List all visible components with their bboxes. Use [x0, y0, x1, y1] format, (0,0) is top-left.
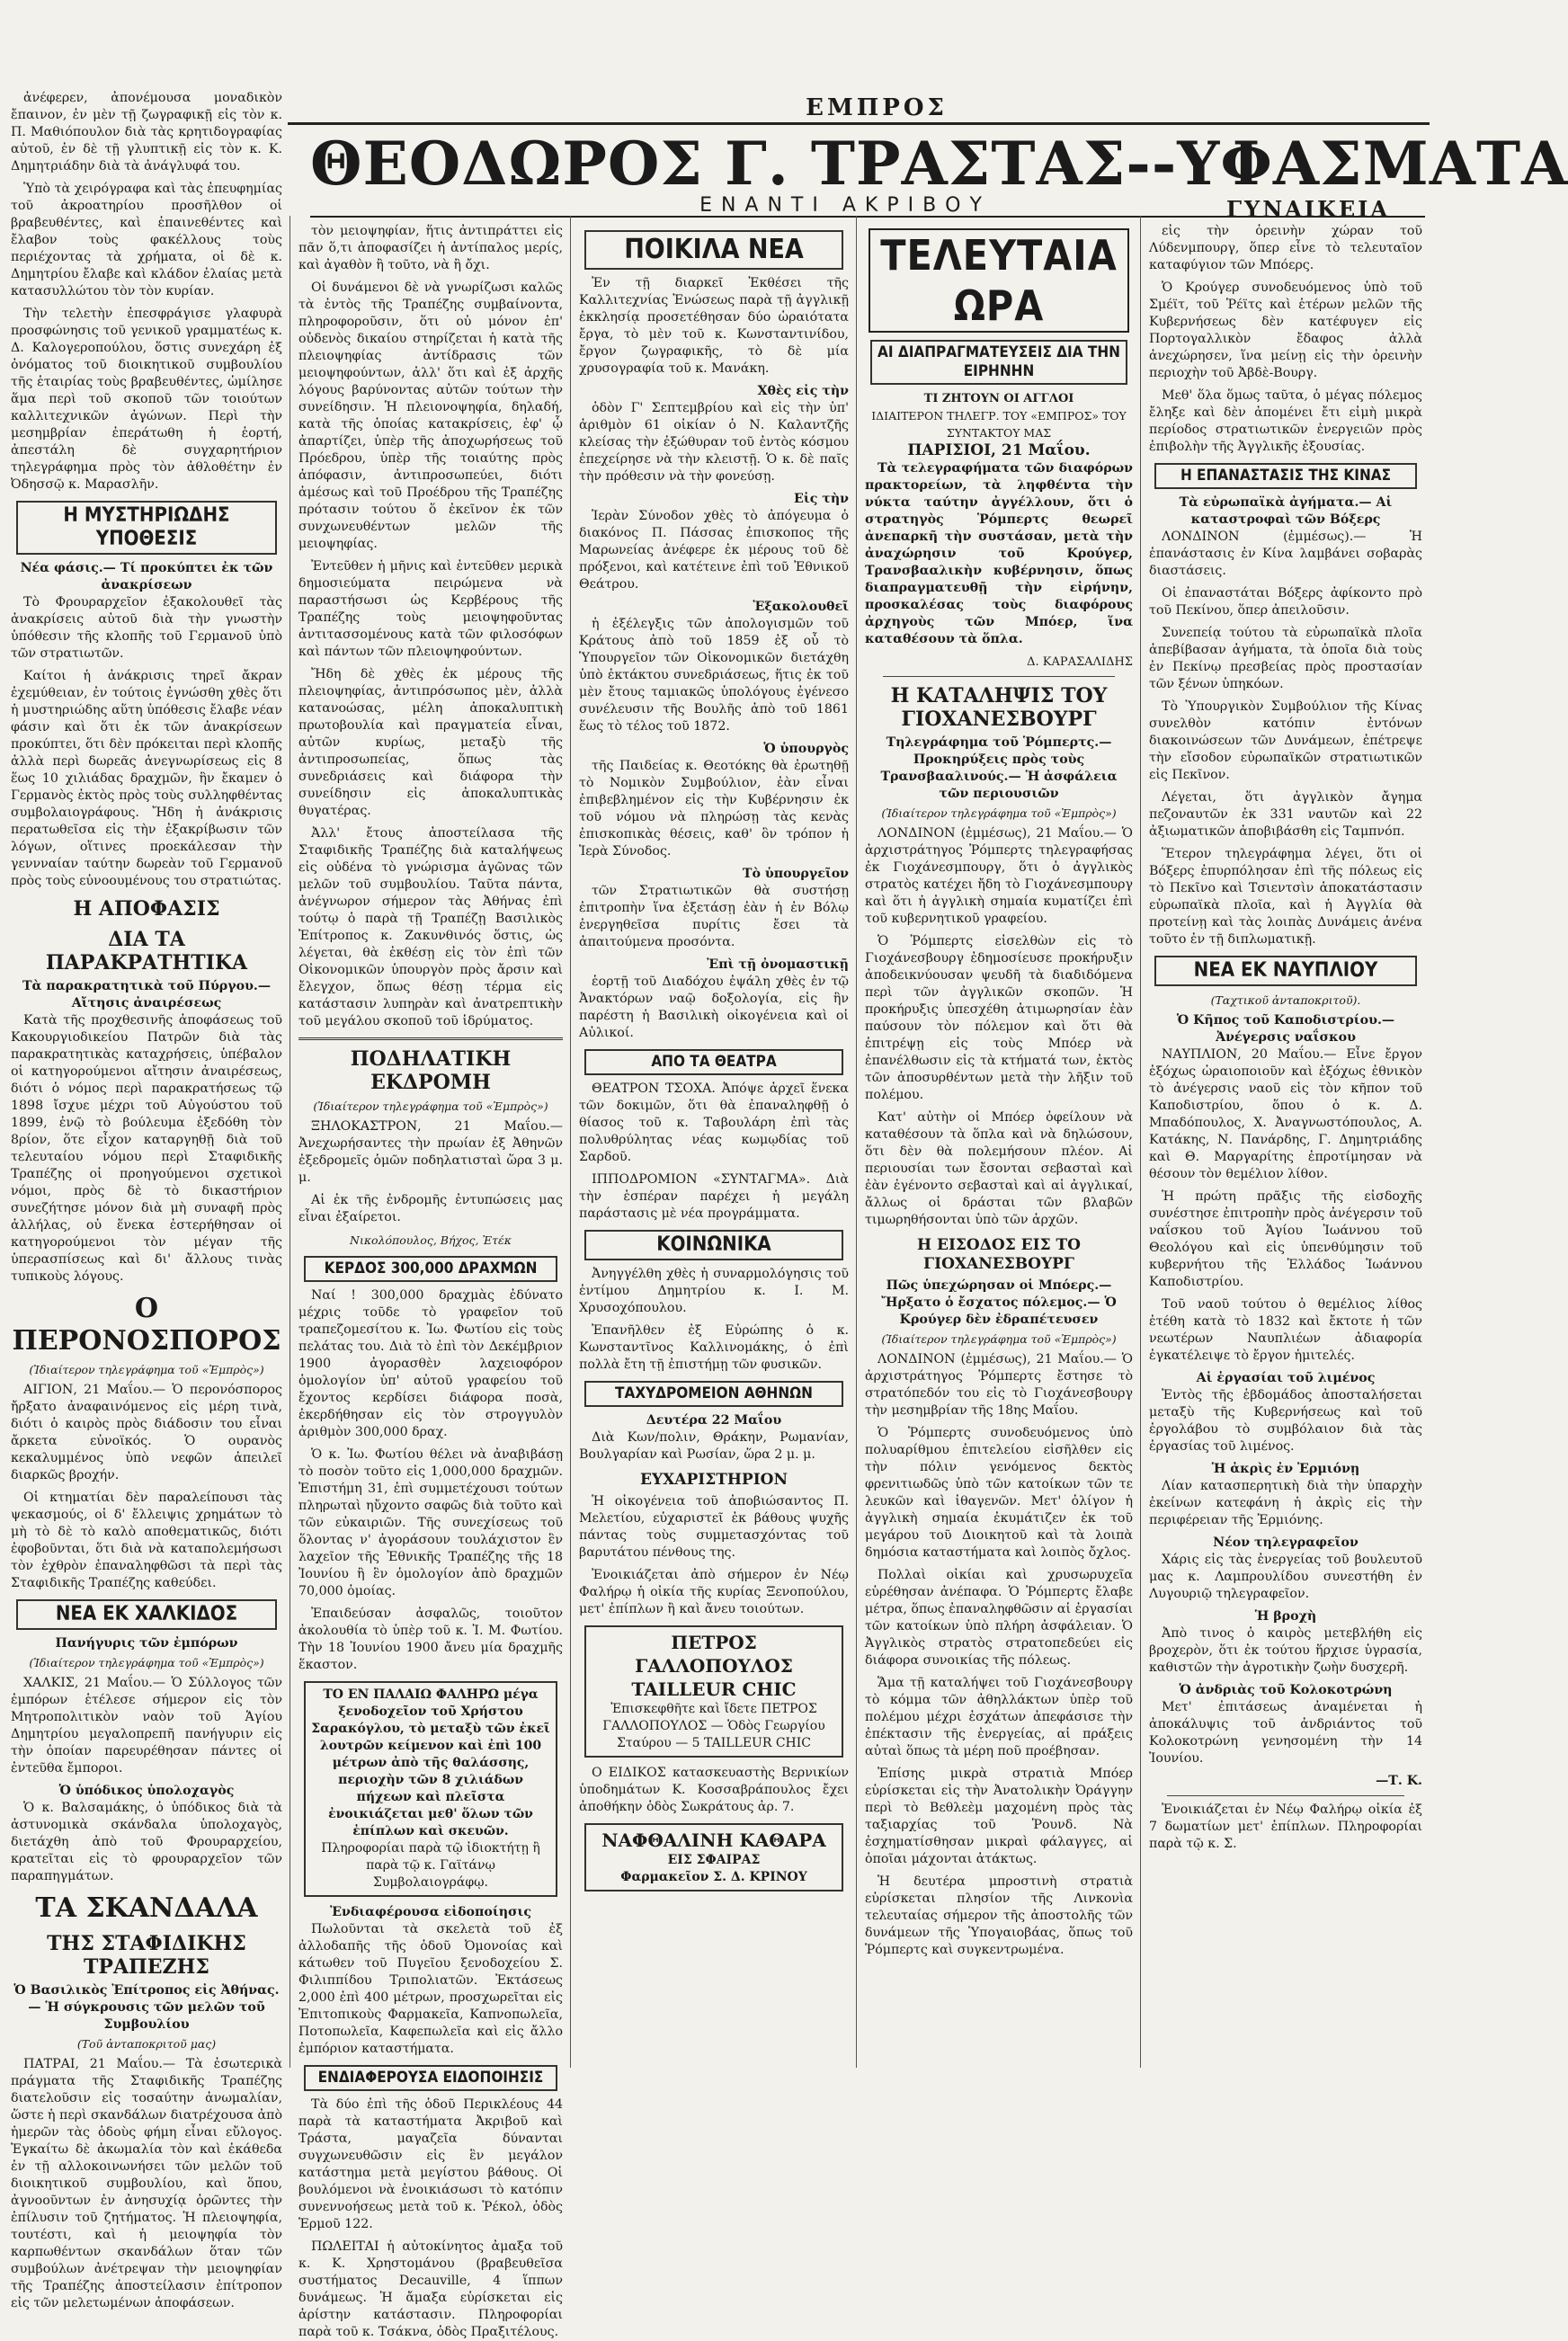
- masthead: ΕΜΠΡΟΣ: [806, 94, 948, 121]
- ad-name: ΠΕΤΡΟΣ ΓΑΛΛΟΠΟΥΛΟΣ: [635, 1632, 793, 1677]
- telegram-tag: (Ἰδιαίτερον τηλεγράφημα τοῦ «Ἐμπρὸς»): [313, 1099, 548, 1113]
- telegram-tag: (Ἰδιαίτερον τηλεγράφημα τοῦ «Ἐμπρὸς»): [881, 806, 1117, 820]
- article-paragraph: ΛΟΝΔΙΝΟΝ (ἐμμέσως), 21 Μαΐου.— Ὁ ἀρχιστράτηγος Ῥόμπερτς ἔστησε τὸ στρατόπεδόν του εἰς τὸ Γιοχάνεσβουργ τὴν μεσημβρίαν τῆς 18ης Μαΐου.: [865, 1352, 1133, 1418]
- article-paragraph: ἡ ἐξέλεγξις τῶν ἀπολογισμῶν τοῦ Κράτους ἀπὸ τοῦ 1859 ἐξ οὗ τὸ Ὑπουργεῖον τῶν Οἰκονομικῶν διετάχθη ὑπὸ ἐκτάκτου συνεδριάσεως, ἥτις ἐκ τοῦ μὲν ἔτους ταμιακῶς ὑπολόγους ἐγένεσο συνέλευσιν τῆς Βουλῆς ἀπὸ τοῦ 1861 ἕως τὸ τέλος τοῦ 1872.: [579, 617, 849, 734]
- column-2: [298, 223, 563, 2339]
- article-paragraph: ἀνέφερεν, ἀπονέμουσα μοναδικὸν ἔπαινον, ἐν μὲν τῇ ζωγραφικῇ εἰς τὸν κ. Π. Μαθιόπουλον διὰ τὰς κρητιδογραφίας αὐτοῦ, ἐν δὲ τῇ γλυπτικῇ εἰς τὸν κ. Κ. Δημητριάδην διὰ τὰ ἀνάγλυφά του.: [11, 91, 282, 174]
- subheadline: Ἐνδιαφέρουσα εἰδοποίησις: [329, 1905, 532, 1919]
- subheadline: Ὁ Βασιλικὸς Ἐπίτροπος εἰς Ἀθήνας.— Ἡ σύγκρουσις τῶν μελῶν τοῦ Συμβουλίου: [13, 1983, 280, 2032]
- article-paragraph: Ἡ πρώτη πρᾶξις τῆς εἰσδοχῆς συνέστησε ἐπιτροπὴν πρὸς ἀνέγερσιν τοῦ ναΐσκου τοῦ Ἁγίου Ἰωάννου τοῦ Θεολόγου καὶ εἰς ὑπενθύμησιν τοῦ κυβερνήτου τῆς Ἑλλάδος Ἰωάννου Καποδιστρίου.: [1149, 1189, 1422, 1289]
- article-paragraph: Οἱ δυνάμενοι δὲ νὰ γνωρίζωσι καλῶς τὰ ἐντὸς τῆς Τραπέζης συμβαίνοντα, πληροφοροῦσιν, ὅτι οὐ μόνον ἐπ' οὐδενὸς δικαίου στηρίζεται ἡ κατὰ τῆς πλειοψηφίας ἀντίδρασις τῶν μειοψηφούντων, ἀλλ' ὅτι καὶ ἐξ ἀρχῆς λόγους βαρύνοντας αὐτῶν τούτων τὴν συνείδησιν. Ἡ πλειονοψηφία, δηλαδή, κατὰ τῆς ὁποίας κατακρίσεις, ἐφ' ᾧ ἀπαρτίζει, ὑπὲρ τῆς ἀποχωρήσεως τοῦ Πρόεδρου, ὑπὲρ τῆς τοιαύτης πρὸς ἀπόφασιν, ἀντιπροσωπεύει, διότι ἀμέσως καὶ τοῦ Προέδρου τῆς Τραπέζης πρότασιν τούτου ὅ ἐκεῖνον ἐκ τῶν συνχωνευθέντων μελῶν τῆς μειοψηφίας.: [298, 280, 563, 551]
- article-paragraph: Ὁ Ῥόμπερτς εἰσελθὼν εἰς τὸ Γιοχάνεσβουργ ἐδημοσίευσε προκήρυξιν ἀποδεικνύουσαν ψευδῆ τὰ διαδιδόμενα περὶ τῶν ἀγγλικῶν σκοπῶν. Ἡ προκήρυξις ὑπεσχέθη ἀτιμωρησίαν ἐὰν παύσουν τὸν πόλεμον καὶ ὅτι θὰ ἐπιτρέψῃ εἰς τοὺς Μπόερ νὰ ἐπανέλθωσιν εἰς τὰ κτήματά των, ἐκτὸς τῶν ἀποσυρθέντων μετὰ τὴν λῆξιν τοῦ πολέμου.: [865, 934, 1133, 1102]
- article-signature: Νικολόπουλος, Βήχος, Ἐτέκ: [350, 1233, 512, 1247]
- article-signature: Δ. ΚΑΡΑΣΑΛΙΔΗΣ: [1027, 655, 1133, 669]
- subheadline: Τηλεγράφημα τοῦ Ῥόμπερτς.— Προκηρύξεις πρὸς τοὺς Τρανσβααλινούς.— Ἡ ἀσφάλεια τῶν περιουσιῶν: [880, 735, 1118, 801]
- ad-banner-subtitle: ΕΝΑΝΤΙ ΑΚΡΙΒΟΥ: [699, 194, 991, 217]
- article-paragraph: εἰς τὴν ὀρεινὴν χώραν τοῦ Λύδενμπουργ, ὅπερ εἶνε τὸ τελευταῖον καταφύγιον τῶν Μπόερς.: [1149, 224, 1422, 272]
- article-paragraph: Τὸ Ὑπουργικὸν Συμβούλιον τῆς Κίνας συνελθὸν κατόπιν ἐντόνων διακοινώσεων τῶν Δυνάμεων, ἐπέτρεψε τὴν εἴσοδον εὐρωπαϊκῶν στρατιωτικῶν εἰς Πεκῖνον.: [1149, 699, 1422, 782]
- headline-podilatiki: ΠΟΔΗΛΑΤΙΚΗ ΕΚΔΡΟΜΗ: [350, 1047, 512, 1094]
- subheadline: Ὁ ἀνδριὰς τοῦ Κολοκοτρώνη: [1179, 1683, 1393, 1697]
- section-rule: [883, 676, 1115, 677]
- article-paragraph: Ἐντὸς τῆς ἑβδομάδος ἀποσταλήσεται μεταξὺ τῆς Κυβερνήσεως καὶ τοῦ ἐργολάβου τὸ συμβόλαιον διὰ τὰς ἐργασίας τοῦ λιμένος.: [1149, 1388, 1422, 1454]
- headline-epanastasis: Η ΕΠΑΝΑΣΤΑΣΙΣ ΤΗΣ ΚΙΝΑΣ: [1154, 463, 1417, 489]
- article-paragraph: Τὰ τελεγραφήματα τῶν διαφόρων πρακτορείων, τὰ ληφθέντα τὴν νύκτα ταύτην ἀγγέλλουν, ὅτι ὁ στρατηγὸς Ῥόμπερτς θεωρεῖ ἀνεπαρκῆ τὴν συστάσαν, μετὰ τὴν ἀναχώρησιν τοῦ Κρούγερ, Τρανσβααλικὴν κυβέρνησιν, ὅπως διαπραγματευθῇ τὴν εἰρήνην, προσκαλέσας τοὺς διαφόρους ἀρχηγοὺς τῶν Μπόερ, ἵνα καταθέσουν τὰ ὅπλα.: [865, 461, 1133, 646]
- article-paragraph: ΘΕΑΤΡΟΝ ΤΣΟΧΑ. Ἀπόψε ἀρχεῖ ἕνεκα τῶν δοκιμῶν, ὅτι θὰ ἐπαναληφθῇ ὁ θίασος τοῦ κ. Ταβουλάρη ἐπὶ τὰς πολυθρύλητας νέας κωμῳδίας τοῦ Σαρδοῦ.: [579, 1081, 849, 1164]
- subheadline: Τὰ παρακρατητικὰ τοῦ Πύργου.— Αἴτησις ἀναιρέσεως: [22, 979, 272, 1010]
- article-paragraph: Ἐν τῇ διαρκεῖ Ἐκθέσει τῆς Καλλιτεχνίας Ἐνώσεως παρὰ τῇ ἀγγλικῇ ἐκκλησίᾳ προσετέθησαν δύο ὡραιότατα ἔργα, τὸ μὲν τοῦ κ. Κωνσταντινίδου, ἔργον ζωγραφικῆς, τὸ δὲ μία χρυσογραφία τοῦ κ. Μανάκη.: [579, 276, 849, 376]
- article-paragraph: Ἕτερον τηλεγράφημα λέγει, ὅτι οἱ Βόξερς ἐπυρπόλησαν ἐπὶ τῆς πόλεως εἰς τὸ Πεκῖνο καὶ Τσιεντσὶν ἀποκατάστασιν εὐρωπαϊκὰ πλοῖα, καὶ ἡ Ἀγγλία θὰ προτείνῃ καὶ τὰς λοιπὰς Δυνάμεις ἀνένα τοῦτο ἐν τῇ διπλωματικῇ.: [1149, 847, 1422, 947]
- ad-sub: ΕΙΣ ΣΦΑΙΡΑΣ: [667, 1853, 761, 1867]
- article-paragraph: Συνεπείᾳ τούτου τὰ εὐρωπαϊκὰ πλοῖα ἀπεβίβασαν ἀγήματα, τὰ ὁποῖα διὰ τοὺς ἐν Πεκίνῳ πρεσβείας πρὸς προστασίαν τῶν ξένων ὑπηκόων.: [1149, 626, 1422, 691]
- subheadline: Ὁ Κῆπος τοῦ Καποδιστρίου.— Ἀνέγερσις ναΐσκου: [1176, 1013, 1395, 1045]
- article-paragraph: Ὑπὸ τὰ χειρόγραφα καὶ τὰς ἐπευφημίας τοῦ ἀκροατηρίου προσῆλθον οἱ βραβευθέντες, καὶ ἐπαινεθέντες καὶ ἔλαβον τοὺς φακέλλους τοὺς περιέχοντας τὰ χρήματα, οἱ δὲ κ. Δημητρίου ἔλαβε καὶ κλάδον ἐλαίας μετὰ κατασυλλώτου τὸν τὸν κυρίαν.: [11, 182, 282, 298]
- ad-title: ΝΑΦΘΑΛΙΝΗ ΚΑΘΑΡΑ: [601, 1829, 826, 1851]
- ad-banner-title: ΘΕΟΔΩΡΟΣ Γ. ΤΡΑΣΤΑΣ--ΥΦΑΣΜΑΤΑ: [310, 129, 1568, 199]
- article-paragraph: ΛΟΝΔΙΝΟΝ (ἐμμέσως).— Ἡ ἐπανάστασις ἐν Κίνα λαμβάνει σοβαρὰς διαστάσεις.: [1149, 530, 1422, 578]
- headline-nea-xalkidos: ΝΕΑ ΕΚ ΧΑΛΚΙΔΟΣ: [16, 1599, 277, 1630]
- headline-parakratitika: ΔΙΑ ΤΑ ΠΑΡΑΚΡΑΤΗΤΙΚΑ: [45, 928, 248, 975]
- article-paragraph: Πωλοῦνται τὰ σκελετὰ τοῦ ἐξ ἀλλοδαπῆς τῆς ὁδοῦ Ὀμονοίας καὶ κάτωθεν τοῦ Πυγεῖου ξενοδοχείου Σ. Φιλιππίδου Τριπολιατῶν. Ἐκτάσεως 2,000 ἐπὶ 400 μέτρων, προσχωρεῖται εἰς Ἐπιτοπικοὺς Φαρμακεῖα, Καπνοπωλεῖα, Ποτοπωλεῖα, Καφεπωλεῖα καὶ εἰς ἄλλο ἐμπόριον καταστήματα.: [298, 1922, 563, 2056]
- article-paragraph: Οἱ κτηματίαι δὲν παραλείπουσι τὰς ψεκασμούς, οἱ δ' ἔλλειψις χρημάτων τὸ μὴ τὸ δὲ τὸ καλὸ αποθεματικῶς, διότι ἐφοβοῦνται, ὅτι διὰ νὰ καταπολεμήσωσι τὸν ἐχθρὸν ἐπαναληφθῶσι τὰ περὶ τὰς Σταφιδικῆς Τραπέζης καθεύδει.: [11, 1491, 282, 1590]
- article-paragraph: ΠΑΤΡΑΙ, 21 Μαΐου.— Τὰ ἐσωτερικὰ πράγματα τῆς Σταφιδικῆς Τραπέζης διατελοῦσιν εἰς τοσαύτην ἀνωμαλίαν, ὥστε ἡ περὶ σκανδάλων διατρέχουσα ἀπὸ ἡμερῶν τὰς ὁδοὺς φήμη εἶναι εὔλογος. Ἐγκαίτω δὲ ἀκωμαλία τὸν καὶ ἐκάθεδα ἐν τῇ αλλοκοινωνήσει τῶν μελῶν τοῦ διοικητικοῦ συμβουλίου, καὶ ὅπου, ἀγνοοῦντων ἐν ἀνησυχίᾳ ὁρῶντες τὴν ἐπίλυσιν τοῦ ζητήματος. Ἡ πλειοψηφία, τουτέστι, καὶ ἡ μειοψηφία τὸν καρπωθέντων σκανδάλων ὅταν τῶν συμβούλων ἀνέτρεψαν τὴν μειοψηφίαν τῆς Τραπέζης ἀποστείλασιν ἐπίτροπον εἰς τῶν μελετωμένων ἀποφάσεων.: [11, 2057, 282, 2310]
- article-paragraph: Τὸ Φρουραρχεῖον ἐξακολουθεῖ τὰς ἀνακρίσεις αὐτοῦ διὰ τὴν γνωστὴν ὑπόθεσιν τῆς κλοπῆς τοῦ Γερμανοῦ ὑπὸ τῶν στρατιωτῶν.: [11, 595, 282, 661]
- item-lead: Ὁ ὑπουργὸς: [763, 742, 849, 756]
- section-rule: [1167, 1795, 1404, 1796]
- subheadline: Αἱ ἐργασίαι τοῦ λιμένος: [1196, 1371, 1376, 1385]
- headline-eyxaristirion: ΕΥΧΑΡΙΣΤΗΡΙΟΝ: [639, 1471, 788, 1489]
- subheadline: Τὰ εὐρωπαϊκὰ ἀγήματα.— Αἱ καταστροφαὶ τῶν Βόξερς: [1179, 495, 1393, 527]
- article-paragraph: Λέγεται, ὅτι ἀγγλικὸν ἄγημα πεζοναυτῶν ἐκ 331 ναυτῶν καὶ 22 ἀξιωματικῶν ἀποβιβάσθη εἰς Ταμπνόπ.: [1149, 790, 1422, 839]
- article-paragraph: Οἱ ἐπαναστάται Βόξερς ἀφίκοντο πρὸ τοῦ Πεκίνου, ὅπερ ἀπειλοῦσιν.: [1149, 586, 1422, 618]
- ad-shop: TAILLEUR CHIC: [631, 1678, 797, 1700]
- headline-diapragmatefseis: ΑΙ ΔΙΑΠΡΑΓΜΑΤΕΥΣΕΙΣ ΔΙΑ ΤΗΝ ΕΙΡΗΝΗΝ: [870, 340, 1127, 385]
- article-paragraph: Αἱ ἐκ τῆς ἐνδρομῆς ἐντυπώσεις μας εἶναι ἐξαίρετοι.: [298, 1193, 563, 1224]
- headline-nea-nafpliou: ΝΕΑ ΕΚ ΝΑΥΠΛΙΟΥ: [1154, 956, 1417, 986]
- section-rule: [298, 1037, 563, 1040]
- telegram-tag: (Ἰδιαίτερον τηλεγράφημα τοῦ «Ἐμπρὸς»): [29, 1656, 264, 1669]
- item-lead: Χθὲς εἰς τὴν: [757, 384, 849, 398]
- ad-banner-subtitle-2: ΓΥΝΑΙΚΕΙΑ: [1226, 196, 1390, 222]
- subheadline: Ἡ ἀκρὶς ἐν Ἑρμιόνῃ: [1211, 1462, 1360, 1476]
- column-3: [579, 223, 849, 2077]
- column-5: [1149, 223, 1422, 2077]
- item-lead: Τὸ ὑπουργεῖον: [742, 867, 849, 881]
- article-paragraph: Τὰ δύο ἐπὶ τῆς ὁδοῦ Περικλέους 44 παρὰ τὰ καταστήματα Ἀκριβοῦ καὶ Τράστα, μαγαζεῖα δύνανται συγχωνευθῶσιν εἰς ἓν μεγάλον κατάστημα μετὰ μεγίστου βάθους. Οἱ βουλόμενοι νὰ ἐνοικιάσωσι τὸ κατόπιν συνεννοήσεως μετὰ τοῦ κ. Ῥέκολ, ὁδὸς Ἑρμοῦ 122.: [298, 2097, 563, 2231]
- article-paragraph: ΧΑΛΚΙΣ, 21 Μαΐου.— Ὁ Σύλλογος τῶν ἐμπόρων ἑτέλεσε σήμερον εἰς τὸν Μητροπολιτικὸν ναὸν τοῦ Ἁγίου Δημητρίου μεγαλοπρεπῆ πανήγυριν εἰς τὴν ὁποίαν παρευρέθησαν πάντες οἱ ἐντεῦθα ἔμποροι.: [11, 1676, 282, 1776]
- article-paragraph: Ὁ κ. Βαλσαμάκης, ὁ ὑπόδικος διὰ τὰ ἀστυνομικὰ σκάνδαλα ὑπολοχαγὸς, διετάχθη ἀπὸ τοῦ Φρουραρχείου, κρατεῖται εἰς τὸ φρουραρχεῖον τῶν παραπηγμάτων.: [11, 1801, 282, 1883]
- headline-eidopoiisis: ΕΝΔΙΑΦΕΡΟΥΣΑ ΕΙΔΟΠΟΙΗΣΙΣ: [304, 2065, 557, 2091]
- telegram-tag: ΙΔΙΑΙΤΕΡΟΝ ΤΗΛΕΓΡ. ΤΟΥ «ΕΜΠΡΟΣ» ΤΟΥ ΣΥΝΤΑΚΤΟΥ ΜΑΣ: [871, 409, 1127, 440]
- advertisement-naftalini: [584, 1823, 843, 1891]
- article-paragraph: Τὴν τελετὴν ἐπεσφράγισε γλαφυρὰ προσφώνησις τοῦ γενικοῦ γραμματέως κ. Δ. Καλογεροπούλου, ὅστις συνεχάρη ἐξ ὀνόματος τοῦ διοικητικοῦ συμβουλίου τῆς ἑταιρίας τοὺς βραβευθέντες, ὡμίλησε ἅμα περὶ τοῦ σκοποῦ τῶν τοιούτων καλλιτεχνικῶν ἀγώνων. Περὶ τὴν μεσημβρίαν ἐπεράτωθη ἡ ἑορτή, ἀπεστάλη δὲ συγχαρητήριον τηλεγράφημα πρὸς τὸν ἀθλοθέτην ἐν Ὀδησσῷ κ. Μαρασλῆν.: [11, 307, 282, 492]
- advertisement-tailleur: [584, 1625, 843, 1758]
- article-paragraph: Ἡ οἰκογένεια τοῦ ἀποβιώσαντος Π. Μελετίου, εὐχαριστεῖ ἐκ βάθους ψυχῆς πάντας τοὺς συμμετασχόντας τοῦ βαρυτάτου πένθους της.: [579, 1494, 849, 1560]
- article-paragraph: Τοῦ ναοῦ τούτου ὁ θεμέλιος λίθος ἐτέθη κατὰ τὸ 1832 καὶ ἔκτοτε ἡ τῶν νεωτέρων Ναυπλιέων ἀδιαφορία ἐγκατέλειψε τὸ ἔργον ἡμιτελές.: [1149, 1297, 1422, 1363]
- column-divider: [570, 216, 571, 2068]
- article-paragraph: Κατ' αὐτὴν οἱ Μπόερ ὀφείλουν νὰ καταθέσουν τὰ ὅπλα καὶ νὰ δηλώσουν, ὅτι δὲν θὰ πολεμήσουν πλέον. Αἱ περιουσίαι των ἔσονται σεβασταὶ καὶ ἐὰν ἐγένοντο σεβασταὶ καὶ αἱ ἀγγλικαί, ἄλλως οἱ δράσται τῶν βλαβῶν τιμωρηθήσονται ὑπὸ τῶν ἀρχῶν.: [865, 1110, 1133, 1227]
- headline-stafidikis: ΤΗΣ ΣΤΑΦΙΔΙΚΗΣ ΤΡΑΠΕΖΗΣ: [47, 1932, 246, 1979]
- ad-text: ΤΟ ΕΝ ΠΑΛΑΙΩ ΦΑΛΗΡΩ μέγα ξενοδοχεῖον τοῦ Χρήστου Σαρακόγλου, τὸ μεταξὺ τῶν ἐκεῖ λουτρῶν κείμενον καὶ ἐπὶ 100 μέτρων ἀπὸ τῆς θαλάσσης, περιοχὴν τῶν 8 χιλιάδων πήχεων καὶ πλεῖστα ἐνοικιάζεται μεθ' ὅλων τῶν ἐπίπλων καὶ σκευῶν.: [311, 1687, 550, 1838]
- column-divider: [1140, 216, 1141, 2068]
- article-paragraph: Ὁ Κρούγερ συνοδευόμενος ὑπὸ τοῦ Σμέϊτ, τοῦ Ῥέϊτς καὶ ἑτέρων μελῶν τῆς Κυβερνήσεως δὲν κατέφυγεν εἰς Πορτογαλλικὸν ἔδαφος ἀλλὰ ἀνεχώρησεν, ἵνα μείνῃ εἰς τὴν ὀρεινὴν περιοχὴν τοῦ Ἀβδὲ-Βουργ.: [1149, 280, 1422, 380]
- article-paragraph: ΝΑΥΠΛΙΟΝ, 20 Μαΐου.— Εἶνε ἔργον ἐξόχως ὠραιοποιοῦν καὶ ἐξόχως ἐθνικὸν τὸ ἀνέγερσις ναοῦ εἰς τὸν κῆπον τοῦ Καποδιστρίου, ὅπου ὁ κ. Δ. Μπαδόπουλος, Χ. Ἀναγνωστόπουλος, Α. Κατάκης, Ν. Πανάρδης, Γ. Δημητριάδης καὶ Θ. Μαργαρίτης ἐπροτίμησαν νὰ θέσουν τὸν θεμέλιον λίθον.: [1149, 1047, 1422, 1181]
- article-paragraph: ὁδὸν Γ' Σεπτεμβρίου καὶ εἰς τὴν ὑπ' ἀριθμὸν 61 οἰκίαν ὁ Ν. Καλαντζῆς κλείσας τὴν ἐξώθυραν τοῦ ἐντὸς κόσμου ἐπεχείρησε νὰ τὴν κλειστῇ. Ὁ κ. δὲ παῖς τὴν πρόθεσιν νὰ τὴν φονεύσῃ.: [579, 401, 849, 484]
- item-lead: Ἐπὶ τῇ ὀνομαστικῇ: [707, 957, 849, 972]
- correspondent-tag: (Ταχτικοῦ ἀνταποκριτοῦ).: [1210, 993, 1361, 1007]
- column-1: [11, 90, 282, 2310]
- article-paragraph: Ἐντεῦθεν ἡ μῆνις καὶ ἐντεῦθεν μερικὰ δημοσιεύματα πειρώμενα νὰ παραστήσωσι ὡς Κερβέρους τῆς Τραπέζης τοὺς μειοψηφοῦντας ἀντιτασσομένους κατὰ τῶν φιλοσόφων καὶ πάντων τῶν πλειοψηφούντων.: [298, 559, 563, 659]
- article-paragraph: Καίτοι ἡ ἀνάκρισις τηρεῖ ἄκραν ἐχεμύθειαν, ἐν τούτοις ἐγνώσθη χθὲς ὅτι ἡ μυστηριώδης αὕτη ὑπόθεσις ἔλαβε νέαν φάσιν καὶ ὅτι ἐκ τῶν ἀνακρίσεων προκύπτει, ὅτι δὲν πρόκειται περὶ κλοπῆς ἀλλὰ περὶ δωρεᾶς ἀνεγνωρίσεως εἰς 8 ἕως 10 χιλιάδας δραχμῶν, ἣν ἔκαμεν ὁ Γερμανὸς ἐκτὸς πρὸς τοὺς συλληφθέντας συμβολαιογράφους. Ἤδη ἡ ἀνάκρισις περατωθεῖσα εἰς τὴν ἐξακρίβωσιν τῶν λόγων, οἵτινες προεκάλεσαν τὴν γεννναίαν ταύτην δωρεὰν τοῦ Γερμανοῦ πρὸς τοὺς εὐνοουμένους του στρατιώτας.: [11, 669, 282, 888]
- headline-koinonika: ΚΟΙΝΩΝΙΚΑ: [584, 1230, 843, 1260]
- article-signature: —Τ. Κ.: [1376, 1774, 1422, 1788]
- headline-skandala: ΤΑ ΣΚΑΝΔΑΛΑ: [35, 1892, 258, 1924]
- article-paragraph: ΠΩΛΕΙΤΑΙ ἡ αὐτοκίνητος ἀμαξα τοῦ κ. Κ. Χρηστομάνου (βραβευθεῖσα συστήματος Decauville, 4 ἵππων δυνάμεως. Ἡ ἄμαξα εὑρίσκεται εἰς ἀρίστην κατάστασιν. Πληροφορίαι παρὰ τοῦ κ. Τσάκνα, ὁδὸς Πραξιτέλους.: [298, 2239, 563, 2339]
- article-paragraph: ΞΗΛΟΚΑΣΤΡΟΝ, 21 Μαΐου.— Ἀνεχωρήσαντες τὴν πρωίαν ἐξ Ἀθηνῶν ἐξεδρομεῖς ὁμῶν ποδηλατισταὶ ὥρα 3 μ. μ.: [298, 1119, 563, 1185]
- column-4: [865, 223, 1133, 2077]
- article-paragraph: Μετ' ἐπιτάσεως ἀναμένεται ἡ ἀποκάλυψις τοῦ ἀνδριάντος τοῦ Κολοκοτρώνη γενησομένη τὴν 14 Ἰουνίου.: [1149, 1700, 1422, 1766]
- article-paragraph: Ἡ δευτέρα μπροστινὴ στρατιὰ εὑρίσκεται πλησίον τῆς Λινκονὶα τελευταίας σήμερον τῆς ἀποστολῆς τῶν δυνάμεων τῆς Ὑπογαιοβάας, ὅπως τοῦ Ῥόμπερτς καὶ συγκεντρωμένα.: [865, 1874, 1133, 1957]
- headline-kerdos: ΚΕΡΔΟΣ 300,000 ΔΡΑΧΜΩΝ: [304, 1256, 557, 1282]
- article-paragraph: τῶν Στρατιωτικῶν θὰ συστήσῃ ἐπιτροπὴν ἵνα ἐξετάσῃ ἐὰν ἡ ἐν Βόλῳ ἐνεργηθεῖσα πυρίτις ἔσει τὰ ἀπαιτούμενα προσόντα.: [579, 884, 849, 949]
- ad-contact: Πληροφορίαι παρὰ τῷ ἰδιοκτήτῃ ἢ παρὰ τῷ κ. Γαϊτάνῳ Συμβολαιογράφῳ.: [321, 1841, 540, 1890]
- article-paragraph: Ἱερὰν Σύνοδον χθὲς τὸ ἀπόγευμα ὁ διακόνος Π. Πάσσας ἐπισκοπος τῆς Μαρωνείας ἀνέφερε ἐκ μέρους τοῦ δὲ πρόξενοι, καὶ κατέτεινε ἐπὶ τοῦ Ἐθνικοῦ Θεάτρου.: [579, 509, 849, 592]
- article-paragraph: Κατὰ τῆς προχθεσινῆς ἀποφάσεως τοῦ Κακουργιοδικείου Πατρῶν διὰ τὰς παρακρατητικὰς καταχρήσεις, ὑπέβαλον οἱ κατηγορούμενοι αἴτησιν ἀναιρέσεως, διότι ὁ νόμος περὶ παρακρατήσεως τῷ 1898 ἴσχυε μέχρι τοῦ Αὐγούστου τοῦ 1899, ἐνῷ τὸ βούλευμα ἐξεδόθη τὸν 8ρίον, ὅτε εἶχον καταργηθῇ διὰ τοῦ τελευταίου νόμου περὶ Σταφιδικῆς Τραπέζης οἱ προηγούμενοι σχετικοὶ νόμοι, πρὸς δὲ τὸ δικαστήριον συνεζήτησε μόνον διὰ μὴ συναφῆ πρὸς ἀλλήλας, οὐ ἕνεκα ἐστερήθησαν οἱ κατηγορούμενοι τὸν μέγαν τῆς ὑπερασπίσεως καὶ δι' ἄλλους τινὰς τυπικοὺς λόγους.: [11, 1013, 282, 1284]
- headline-mystiriodis: Η ΜΥΣΤΗΡΙΩΔΗΣ ΥΠΟΘΕΣΙΣ: [16, 501, 277, 555]
- article-paragraph: Ἐνοικιάζεται ἀπὸ σήμερον ἐν Νέῳ Φαλήρῳ ἡ οἰκία τῆς κυρίας Ξενοπούλου, μετ' ἐπίπλων ἢ καὶ ἄνευ τοιούτων.: [579, 1568, 849, 1616]
- article-paragraph: Διὰ Κων/πολιν, Θράκην, Ρωμανίαν, Βουλγαρίαν καὶ Ρωσίαν, ὥρα 2 μ. μ.: [579, 1430, 849, 1462]
- article-paragraph: ΙΠΠΟΔΡΟΜΙΟΝ «ΣΥΝΤΑΓΜΑ». Διὰ τὴν ἑσπέραν παρέχει ἡ μεγάλη παράστασις μὲ νέα προγράμματα.: [579, 1172, 849, 1221]
- article-paragraph: Ἤδη δὲ χθὲς ἐκ μέρους τῆς πλειοψηφίας, ἀντιπρόσωπος μὲν, ἀλλὰ κατανοώσας, μέλη ἀποκαλυπτικὴ πρωτοβουλία καὶ πραγματεία εἶναι, αὐτῶν κυρίως, μεταξὺ τῆς ἀντιπροσωπείας, ὅπως τὰς συνεδριάσεις καὶ διάφορα τὴν συνείδησιν εἰς ἀποκαλυπτικὰς θυγατέρας.: [298, 667, 563, 818]
- headline-taxydromeion: ΤΑΧΥΔΡΟΜΕΙΟΝ ΑΘΗΝΩΝ: [584, 1381, 843, 1407]
- ad-text: Ἐπισκεφθῆτε καὶ ἴδετε ΠΕΤΡΟΣ ΓΑΛΛΟΠΟΥΛΟΣ — Ὁδὸς Γεωργίου Σταύρου — 5 TAILLEUR CHIC: [602, 1702, 825, 1750]
- headline-poikila-nea: ΠΟΙΚΙΛΑ ΝΕΑ: [584, 230, 843, 270]
- article-paragraph: Ναί ! 300,000 δραχμὰς ἐδύνατο μέχρις τοῦδε τὸ γραφεῖον τοῦ τραπεζομεσίτου κ. Ἰω. Φωτίου εἰς τοὺς πελάτας του. Διὰ τὸ ἐπὶ τὸν Δεκέμβριον 1900 ἀγορασθὲν λαχειοφόρον ὁμολογίον ὑπ' αὐτοῦ γραφείου τοῦ ἔχοντος κερδίσει διάφορα ποσὰ, ἐκερδήθησαν εἰς τὸν στρογγυλὸν ἀριθμὸν 300,000 δραχ.: [298, 1288, 563, 1439]
- banner-rule: [310, 216, 1425, 218]
- advertisement-faliro: [304, 1681, 557, 1897]
- ad-shop: Φαρμακεῖον Σ. Δ. ΚΡΙΝΟΥ: [620, 1870, 807, 1884]
- headline-eisodos: Η ΕΙΣΟΔΟΣ ΕΙΣ ΤΟ ΓΙΟΧΑΝΕΣΒΟΥΡΓ: [917, 1236, 1081, 1273]
- headline-theatra: ΑΠΟ ΤΑ ΘΕΑΤΡΑ: [584, 1049, 843, 1075]
- article-paragraph: Ἅμα τῇ καταλήψει τοῦ Γιοχάνεσβουργ τὸ κόμμα τῶν ἀθηλλάκτων ὑπὲρ τοῦ πολέμου μέχρι ἐσχάτων ἀπεφάσισε τὴν ἐπέκτασιν τῆς ἐνεργείας, αἱ πράξεις αὐταὶ ὅπως τὰ μέρη ποῦ προέβησαν.: [865, 1676, 1133, 1758]
- article-paragraph: Ἐπίσης μικρὰ στρατιὰ Μπόερ εὑρίσκεται εἰς τὴν Ἀνατολικὴν Ὀράγγην περὶ τὸ Βεθλεὲμ μαχομένη πρὸς τὰς ταξιαρχίας τοῦ Ῥουνδ. Νὰ ἐσχηματίσθησαν μικραὶ φάλαγγες, αἱ ὁποῖαι μάχονται ἀτάκτως.: [865, 1767, 1133, 1866]
- column-divider: [856, 216, 857, 2068]
- headline-katalipsis: Η ΚΑΤΑΛΗΨΙΣ ΤΟΥ ΓΙΟΧΑΝΕΣΒΟΥΡΓ: [890, 684, 1108, 731]
- item-lead: Εἰς τὴν: [794, 492, 849, 506]
- article-paragraph: Ἐνοικιάζεται ἐν Νέῳ Φαλήρῳ οἰκία ἐξ 7 δωματίων μετ' ἐπίπλων. Πληροφορίαι παρὰ τῷ κ. Σ.: [1149, 1802, 1422, 1851]
- telegram-tag: (Ἰδιαίτερον τηλεγράφημα τοῦ «Ἐμπρὸς»): [29, 1363, 264, 1376]
- article-paragraph: Λίαν κατασπερητικὴ διὰ τὴν ὑπαρχὴν ἐκείνων κατεφάνη ἡ ἀκρὶς εἰς τὴν περιφέρειαν τῆς Ἑρμιόνης.: [1149, 1479, 1422, 1527]
- article-paragraph: ἑορτῇ τοῦ Διαδόχου ἐψάλη χθὲς ἐν τῷ Ἀνακτόρων ναῷ δοξολογία, εἰς ἣν παρέστη ἡ Βασιλικὴ οἰκογένεια καὶ οἱ Αὐλικοί.: [579, 975, 849, 1040]
- subheadline: Ἡ βροχὴ: [1254, 1609, 1317, 1624]
- article-paragraph: Ἐπαιδεύσαν ἀσφαλῶς, τοιοῦτον ἀκολουθία τὸ ὑπὲρ τοῦ κ. Ἰ. Μ. Φωτίου. Τὴν 18 Ἰουνίου 1900 ἄνευ μία δραχμῆς ἕκαστον.: [298, 1607, 563, 1672]
- article-paragraph: Ἐπανῆλθεν ἐξ Εὐρώπης ὁ κ. Κωνσταντῖνος Καλλινομάκης, ὁ ἐπὶ πολλὰ ἔτη τῇ ἐπιστήμῃ τῶν φυσικῶν.: [579, 1323, 849, 1372]
- article-paragraph: Χάρις εἰς τὰς ἐνεργείας τοῦ βουλευτοῦ μας κ. Λαμπρουλίδου συνεστήθη ἐν Λυγουριῷ τηλεγραφεῖον.: [1149, 1553, 1422, 1601]
- subheadline: ΤΙ ΖΗΤΟΥΝ ΟΙ ΑΓΓΛΟΙ: [923, 392, 1074, 405]
- article-paragraph: τὸν μειοψηφίαν, ἥτις ἀντιπράττει εἰς πᾶν ὅ,τι ἀποφασίζει ἡ ἀντίπαλος μερίς, καὶ ἀγαθὸν ἢ τοῦτο, νὰ ἢ ὄχι.: [298, 224, 563, 272]
- masthead-rule: [288, 122, 1430, 125]
- subheadline: Νέον τηλεγραφεῖον: [1213, 1535, 1359, 1550]
- subheadline: Πῶς ὑπεχώρησαν οἱ Μπόερς.— Ἤρξατο ὁ ἔσχατος πόλεμος.— Ὁ Κρούγερ δὲν ἐδραπέτευσεν: [881, 1278, 1117, 1327]
- article-paragraph: Ἀνηγγέλθη χθὲς ἡ συναρμολόγησις τοῦ ἐντίμου Δημητρίου κ. Ι. Μ. Χρυσοχόπουλου.: [579, 1267, 849, 1315]
- article-paragraph: Ο ΕΙΔΙΚΟΣ κατασκευαστὴς Βερνικίων ὑποδημάτων Κ. Κοσσαβράπουλος ἔχει ἀποθήκην ὁδὸς Σωκράτους ἀρ. 7.: [579, 1766, 849, 1814]
- correspondent-tag: (Τοῦ ἀνταποκριτοῦ μας): [76, 2037, 217, 2051]
- subheadline: Νέα φάσις.— Τί προκύπτει ἐκ τῶν ἀνακρίσεων: [20, 561, 273, 592]
- telegram-tag: (Ἰδιαίτερον τηλεγράφημα τοῦ «Ἐμπρὸς»): [881, 1332, 1117, 1346]
- subheadline: Ὁ ὑπόδικος ὑπολοχαγὸς: [58, 1784, 235, 1798]
- headline-peronosporos: Ο ΠΕΡΟΝΟΣΠΟΡΟΣ: [12, 1293, 281, 1357]
- article-paragraph: Ὁ Ῥόμπερτς συνοδευόμενος ὑπὸ πολυαρίθμου ἐπιτελείου εἰσῆλθεν εἰς τὴν πόλιν γενόμενος δεκτὸς φρενιτιωδῶς ὑπὸ τῶν κατοίκων τῶν τε λευκῶν καὶ ἰθαγενῶν. Μετ' ὀλίγον ἡ ἀγγλικὴ σημαία ἐκυμάτιζεν ἐκ τοῦ μεγάρου τοῦ Διοικητοῦ καὶ τὰ λοιπὰ δημόσια καταστήματα καὶ λοιπὸς ὄχλος.: [865, 1426, 1133, 1560]
- article-paragraph: Ἀλλ' ἔτους ἀποστείλασα τῆς Σταφιδικῆς Τραπέζης διὰ καταλήψεως εἰς οὐδένα τὸ γνώρισμα ἀγῶνας τῶν μελῶν τοῦ συμβουλίου. Ταῦτα πάντα, ἀνέγνωρον σήμερον τὰς Ἀθήνας ἐπὶ τούτῳ ὁ παρὰ τῇ Τραπέζῃ Βασιλικὸς Ἐπίτροπος κ. Ζακυνθινός ὅστις, ὡς λέγεται, θὰ ἐκθέσῃ εἰς τὸν ἐπὶ τῶν Οἰκονομικῶν ὑπουργὸν πρὸς ἄρσιν καὶ ἔλεγχον, ὅπως θέσῃ τέρμα εἰς κατάστασιν λυπηρὰν καὶ ἀνατρεπτικὴν τοῦ μεγάλου σκοποῦ τοῦ ἱδρύματος.: [298, 826, 563, 1028]
- article-paragraph: Ὁ κ. Ἰω. Φωτίου θέλει νὰ ἀναβιβάσῃ τὸ ποσὸν τοῦτο εἰς 1,000,000 δραχμῶν. Ἐπιστήμη 31, ἐπὶ συμμετέχουσι τούτων πληρωταὶ ηὔχοντο σαφῶς διὰ τοῦτο καὶ τῶν εὐκαιριῶν. Τῆς συνεχίσεως τοῦ ὅλοντας ν' ἀγοράσουν τουλάχιστον ἓν λαχεῖον τῆς Ἐθνικῆς Τραπέζης τῆς 18 Ἰουνίου ἢ ἓν ὁμολογίον ἀπὸ δραχμῶν 70,000 ὁμοίας.: [298, 1447, 563, 1598]
- article-paragraph: τῆς Παιδείας κ. Θεοτόκης θὰ ἐρωτηθῇ τὸ Νομικὸν Συμβούλιον, ἐὰν εἶναι ἐπιβεβλημένον εἰς τὴν Κυβέρνησιν ἐκ τοῦ νόμου νὰ πληρώσῃ τὰς κενὰς ἐπισκοπικὰς θέσεις, καθ' ὃν τρόπον ἡ Ἱερὰ Σύνοδος.: [579, 759, 849, 859]
- item-lead: Ἐξακολουθεῖ: [753, 600, 849, 614]
- article-paragraph: ΑΙΓΙΟΝ, 21 Μαΐου.— Ὁ περονόσπορος ἤρξατο ἀναφαινόμενος εἰς μέρη τινὰ, διότι ὁ καιρὸς πρὸς διάδοσιν του εἶναι ἄρκετα εὐνοϊκός. Ὁ ουρανὸς κεκαλυμμένος ὑπὸ νεφῶν ἀπειλεῖ διαρκῶς βροχήν.: [11, 1383, 282, 1482]
- dateline: ΠΑΡΙΣΙΟΙ, 21 Μαΐου.: [907, 441, 1091, 459]
- article-paragraph: Μεθ' ὅλα ὅμως ταῦτα, ὁ μέγας πόλεμος ἔληξε καὶ δὲν ἀπομένει ἔτι εἰμὴ μικρὰ περίοδος στρατιωτικῶν ἐνεργειῶν πρὸς ἐπιβολὴν τῆς Ἀγγλικῆς ἐξουσίας.: [1149, 388, 1422, 454]
- article-paragraph: Πολλαὶ οἰκίαι καὶ χρυσωρυχεῖα εὑρέθησαν ἀνέπαφα. Ὁ Ῥόμπερτς ἔλαβε μέτρα, ὅπως ἐπαναληφθῶσιν αἱ ἐργασίαι τῶν κατοίκων ὑπὸ πλήρη ἀσφάλειαν. Ὁ Ἀγγλικὸς στρατὸς στρατοπεδεύει εἰς διάφορα συνοικίας τῆς πόλεως.: [865, 1568, 1133, 1668]
- article-paragraph: Ἀπὸ τινος ὁ καιρὸς μετεβλήθη εἰς βροχερὸν, ὅτι ἐκ τούτου ἥρχισε ὑγρασία, καθιστῶν τὴν ἀγροτικὴν ζωὴν δυσχερῆ.: [1149, 1626, 1422, 1675]
- subheadline: Πανήγυρις τῶν ἐμπόρων: [55, 1636, 238, 1651]
- headline-teleytaia-ora: ΤΕΛΕΥΤΑΙΑ ΩΡΑ: [869, 228, 1129, 333]
- article-paragraph: ΛΟΝΔΙΝΟΝ (ἐμμέσως), 21 Μαΐου.— Ὁ ἀρχιστράτηγος Ῥόμπερτς τηλεγραφήσας ἐκ Γιοχάνεσμπουργ, ὅτι ὁ ἀγγλικὸς στρατὸς κατέχει ἤδη τὸ Γιοχάνεσμπουργ καὶ ὅτι ἡ ἀγγλικὴ σημαία κυματίζει ἐπὶ τοῦ κυβερνητικοῦ γραφείου.: [865, 826, 1133, 926]
- headline-apofasis: Η ΑΠΟΦΑΣΙΣ: [73, 897, 220, 921]
- post-date: Δευτέρα 22 Μαΐου: [646, 1413, 782, 1428]
